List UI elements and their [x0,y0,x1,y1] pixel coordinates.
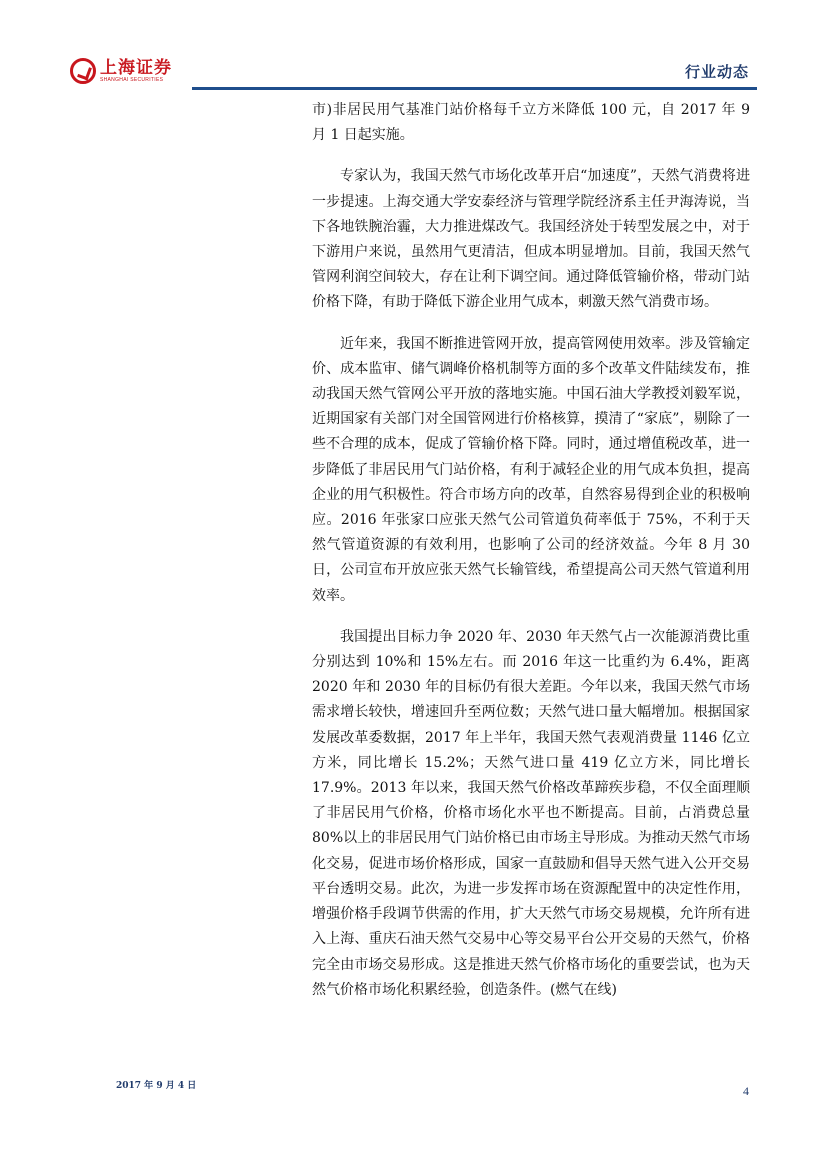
paragraph-continuation: 市)非居民用气基准门站价格每千立方米降低 100 元，自 2017 年 9 月 1 日起实施。 [312,102,750,144]
page-header [0,0,827,100]
section-title: 行业动态 [684,63,749,81]
logo-name-cn: 上海证券 [100,57,172,78]
report-date: 2017 年 9 月 4 日 [116,1081,197,1091]
paragraph: 专家认为，我国天然气市场化改革开启“加速度”，天然气消费将进一步提速。上海交通大学安泰经济与管理学院经济系主任尹海涛说，当下各地铁腕治霾，大力推进煤改气。我国经济处于转型发展之中，对于下游用户来说，虽然用气更清洁，但成本明显增加。目前，我国天然气管网利润空间较大，存在让利下调空间。通过降低管输价格，带动门站价格下降，有助于降低下游企业用气成本，刺激天然气消费市场。 [312,168,750,311]
page-number: 4 [743,1084,749,1098]
header-divider [192,87,757,90]
logo-emblem-icon [70,58,96,84]
article-body [312,98,750,1019]
company-logo [70,58,172,84]
paragraph: 我国提出目标力争 2020 年、2030 年天然气占一次能源消费比重分别达到 10%和 15%左右。而 2016 年这一比重约为 6.4%，距离 2020 年和 2030 年的目标仍有很大差距。今年以来，我国天然气市场需求增长较快，增速回升至两位数；天然气进口量大幅增加。根据国家发展改革委数据，2017 年上半年，我国天然气表观消费量 1146 亿立方米，同比增长 15.2%；天然气进口量 419 亿立方米，同比增长 17.9%。2013 年以来，我国天然气价格改革蹄疾步稳，不仅全面理顺了非居民用气价格，价格市场化水平也不断提高。目前，占消费总量 80%以上的非居民用气门站价格已由市场主导形成。为推动天然气市场化交易，促进市场价格形成，国家一直鼓励和倡导天然气进入公开交易平台透明交易。此次，为进一步发挥市场在资源配置中的决定性作用，增强价格手段调节供需的作用，扩大天然气市场交易规模，允许所有进入上海、重庆石油天然气交易中心等交易平台公开交易的天然气，价格完全由市场交易形成。这是推进天然气价格市场化的重要尝试，也为天然气价格市场化积累经验，创造条件。(燃气在线) [312,628,750,998]
paragraph: 近年来，我国不断推进管网开放，提高管网使用效率。涉及管输定价、成本监审、储气调峰价格机制等方面的多个改革文件陆续发布，推动我国天然气管网公平开放的落地实施。中国石油大学教授刘毅军说，近期国家有关部门对全国管网进行价格核算，摸清了“家底”，剔除了一些不合理的成本，促成了管输价格下降。同时，通过增值税改革，进一步降低了非居民用气门站价格，有利于减轻企业的用气成本负担，提高企业的用气积极性。符合市场方向的改革，自然容易得到企业的积极响应。2016 年张家口应张天然气公司管道负荷率低于 75%，不利于天然气管道资源的有效利用，也影响了公司的经济效益。今年 8 月 30 日，公司宣布开放应张天然气长输管线，希望提高公司天然气管道利用效率。 [312,335,750,604]
logo-name-en: SHANGHAI SECURITIES [100,76,164,83]
